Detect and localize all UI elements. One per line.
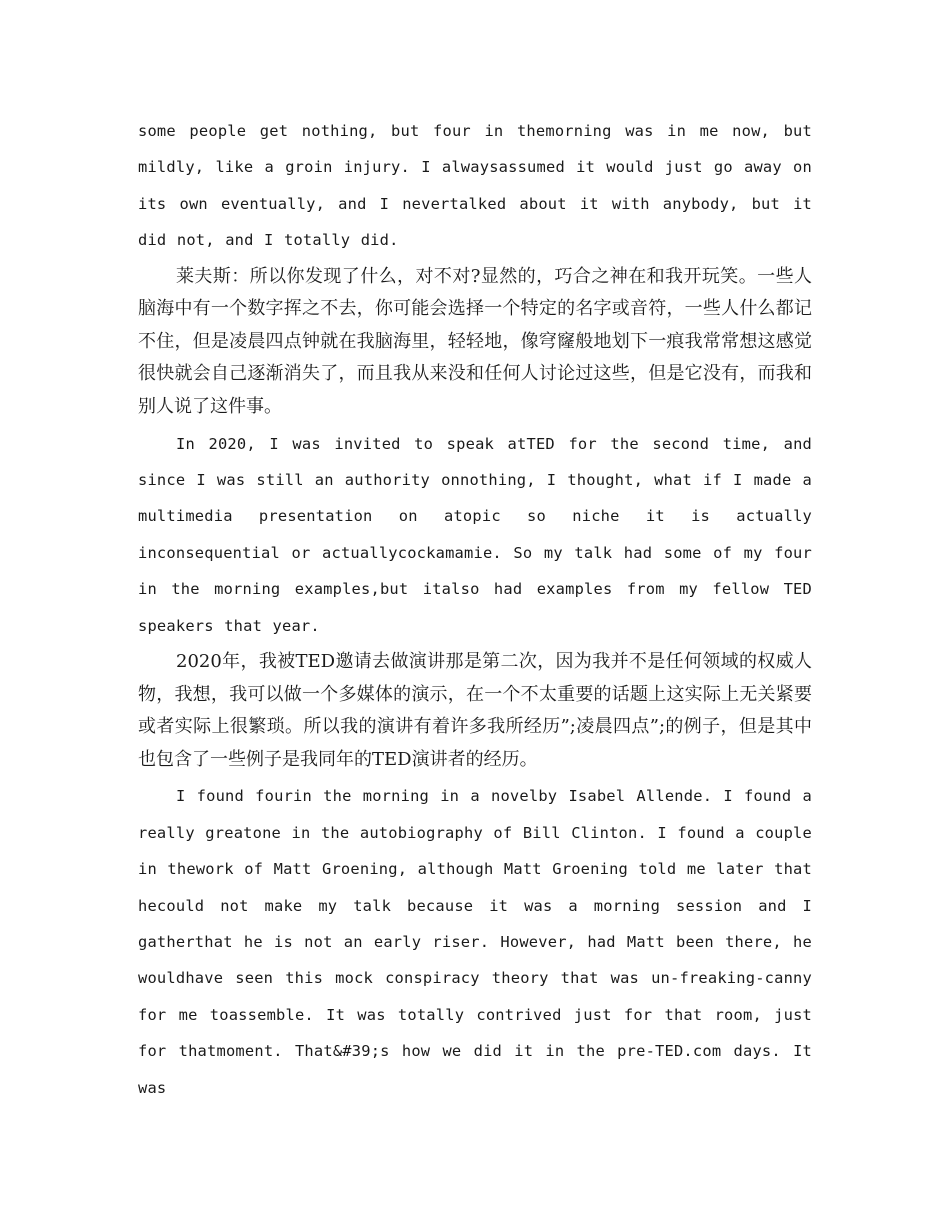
paragraph-english-3: I found fourin the morning in a novelby Isabel Allende. I found a really greatone in the autobiography of Bill Clinton. I found a couple in thework of Matt Groening, although Matt Groening told me later that hecould not make my talk because it was a morning session and I gatherthat he is not an early riser. However, had Matt been there, he wouldhave seen this mock conspiracy theory that was un-freaking-canny for me toassemble. It was totally contrived just for that room, just for thatmoment. That&#39;s how we did it in the pre-TED.com days. It was [138, 787, 812, 1097]
paragraph-chinese-2: 2020年，我被TED邀请去做演讲那是第二次，因为我并不是任何领域的权威人物，我想，我可以做一个多媒体的演示，在一个不太重要的话题上这实际上无关紧要或者实际上很繁琐。所以我的演讲有着许多我所经历”;凌晨四点”;的例子，但是其中也包含了一些例子是我同年的TED演讲者的经历。 [138, 651, 812, 770]
paragraph-english-1: some people get nothing, but four in themorning was in me now, but mildly, like a groin injury. I alwaysassumed it would just go away on its own eventually, and I nevertalked about it with anybody, but it did not, and I totally did. [138, 122, 812, 250]
document-page [138, 113, 812, 1106]
paragraph-english-2: In 2020, I was invited to speak atTED for the second time, and since I was still an authority onnothing, I thought, what if I made a multimedia presentation on atopic so niche it is actually inconsequential or actuallycockamamie. So my talk had some of my four in the morning examples,but italso had examples from my fellow TED speakers that year. [138, 434, 812, 635]
paragraph-chinese-1: 莱夫斯：所以你发现了什么，对不对?显然的，巧合之神在和我开玩笑。一些人脑海中有一个数字挥之不去，你可能会选择一个特定的名字或音符，一些人什么都记不住，但是凌晨四点钟就在我脑海里，轻轻地，像穹窿般地划下一痕我常常想这感觉很快就会自己逐渐消失了，而且我从来没和任何人讨论过这些，但是它没有，而我和别人说了这件事。 [138, 265, 812, 417]
